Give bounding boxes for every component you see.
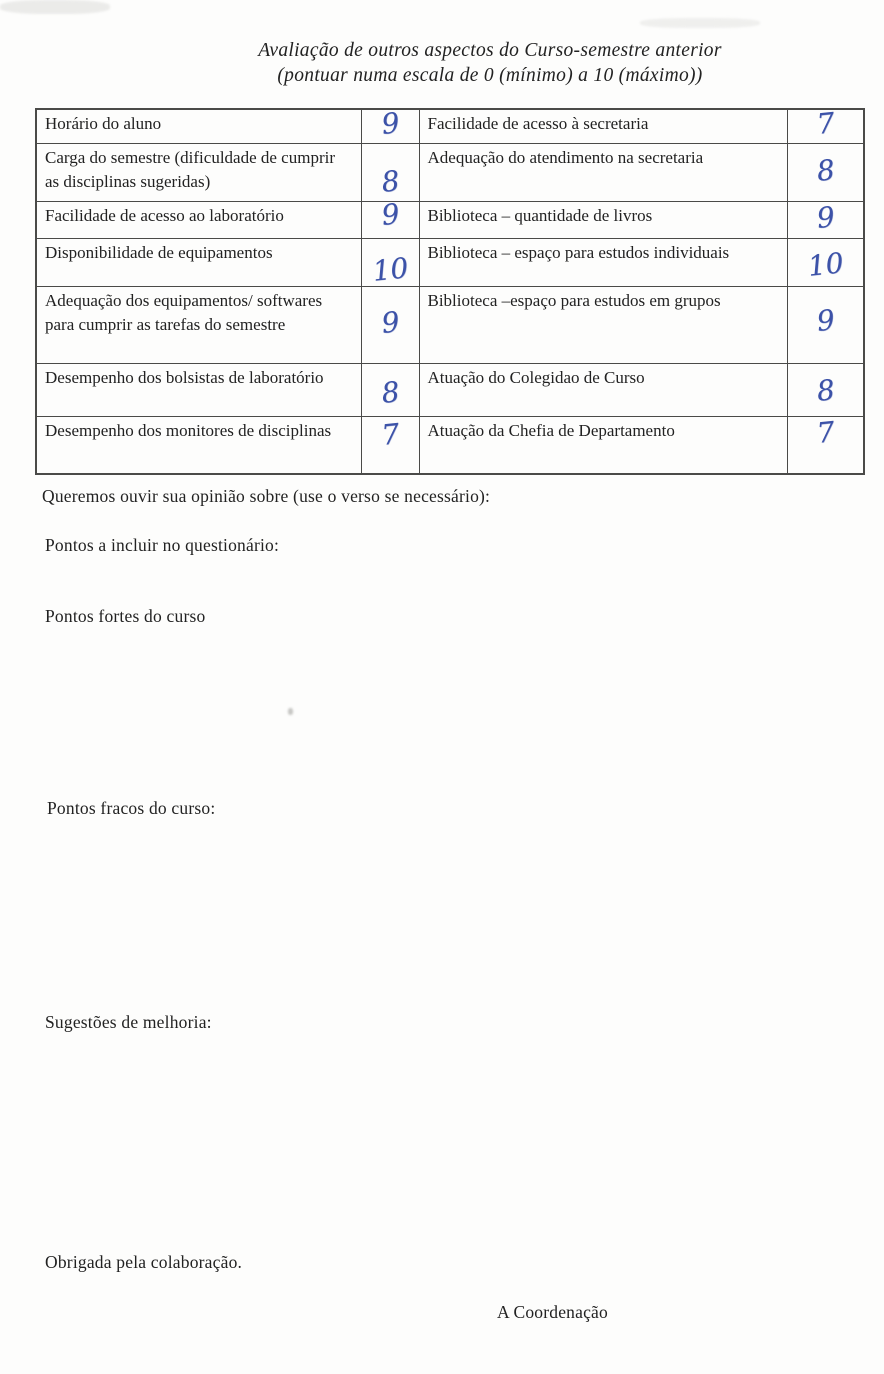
- table-row: [36, 287, 864, 364]
- handwritten-score: 9: [814, 303, 836, 338]
- criterion-label: Facilidade de acesso ao laboratório: [36, 202, 361, 239]
- handwritten-score: 9: [379, 305, 401, 340]
- signature-text: A Coordenação: [497, 1302, 608, 1322]
- score-cell: [361, 287, 419, 364]
- handwritten-score: 8: [814, 373, 836, 408]
- form-title: [0, 38, 884, 88]
- criterion-label: Atuação do Colegidao de Curso: [419, 364, 787, 417]
- score-cell: [787, 239, 864, 287]
- score-cell: [787, 287, 864, 364]
- table-row: [36, 239, 864, 287]
- form-title-line1: Avaliação de outros aspectos do Curso-semestre anterior: [258, 40, 722, 61]
- criterion-label: Carga do semestre (dificuldade de cumprir as disciplinas sugeridas): [36, 144, 361, 202]
- weak-points-prompt: Pontos fracos do curso:: [47, 798, 216, 818]
- suggestions-prompt: Sugestões de melhoria:: [45, 1012, 212, 1032]
- scan-artifact: [288, 708, 293, 715]
- handwritten-score: 9: [379, 106, 401, 141]
- criterion-label: Biblioteca – espaço para estudos individuais: [419, 239, 787, 287]
- table-row: [36, 417, 864, 475]
- handwritten-score: 9: [379, 197, 401, 232]
- handwritten-score: 8: [379, 375, 401, 410]
- table-row: [36, 202, 864, 239]
- table-row: [36, 109, 864, 144]
- scan-artifact: [640, 18, 760, 28]
- handwritten-score: 7: [814, 415, 836, 450]
- criterion-label: Biblioteca –espaço para estudos em grupos: [419, 287, 787, 364]
- strong-points-prompt: Pontos fortes do curso: [45, 606, 206, 626]
- handwritten-score: 8: [379, 164, 401, 199]
- form-title-line2: (pontuar numa escala de 0 (mínimo) a 10 (máximo)): [277, 65, 703, 86]
- score-cell: [361, 197, 419, 239]
- handwritten-score: 7: [814, 106, 836, 141]
- handwritten-score: 9: [814, 200, 836, 235]
- score-cell: [787, 144, 864, 202]
- handwritten-score: 7: [379, 417, 401, 452]
- criterion-label: Disponibilidade de equipamentos: [36, 239, 361, 287]
- criterion-label: Desempenho dos monitores de disciplinas: [36, 417, 361, 475]
- handwritten-score: 8: [814, 153, 836, 188]
- criterion-label: Adequação do atendimento na secretaria: [419, 144, 787, 202]
- score-cell: [787, 364, 864, 417]
- score-cell: [361, 417, 419, 475]
- table-row: [36, 144, 864, 202]
- score-cell: [787, 417, 864, 475]
- score-cell: [787, 202, 864, 239]
- score-cell: [787, 106, 864, 144]
- table-row: [36, 364, 864, 417]
- criterion-label: Desempenho dos bolsistas de laboratório: [36, 364, 361, 417]
- evaluation-table: [35, 108, 865, 475]
- score-cell: [361, 144, 419, 202]
- score-cell: [361, 364, 419, 417]
- scan-artifact: [0, 0, 110, 14]
- thanks-text: Obrigada pela colaboração.: [45, 1252, 243, 1272]
- criterion-label: Facilidade de acesso à secretaria: [419, 109, 787, 144]
- handwritten-score: 10: [370, 251, 410, 288]
- score-cell: [361, 106, 419, 144]
- handwritten-score: 10: [805, 246, 845, 283]
- include-points-prompt: Pontos a incluir no questionário:: [45, 535, 280, 555]
- criterion-label: Adequação dos equipamentos/ softwares para cumprir as tarefas do semestre: [36, 287, 361, 364]
- criterion-label: Horário do aluno: [36, 109, 361, 144]
- criterion-label: Atuação da Chefia de Departamento: [419, 417, 787, 475]
- opinion-intro-text: Queremos ouvir sua opinião sobre (use o verso se necessário):: [42, 486, 491, 506]
- criterion-label: Biblioteca – quantidade de livros: [419, 202, 787, 239]
- score-cell: [361, 239, 419, 287]
